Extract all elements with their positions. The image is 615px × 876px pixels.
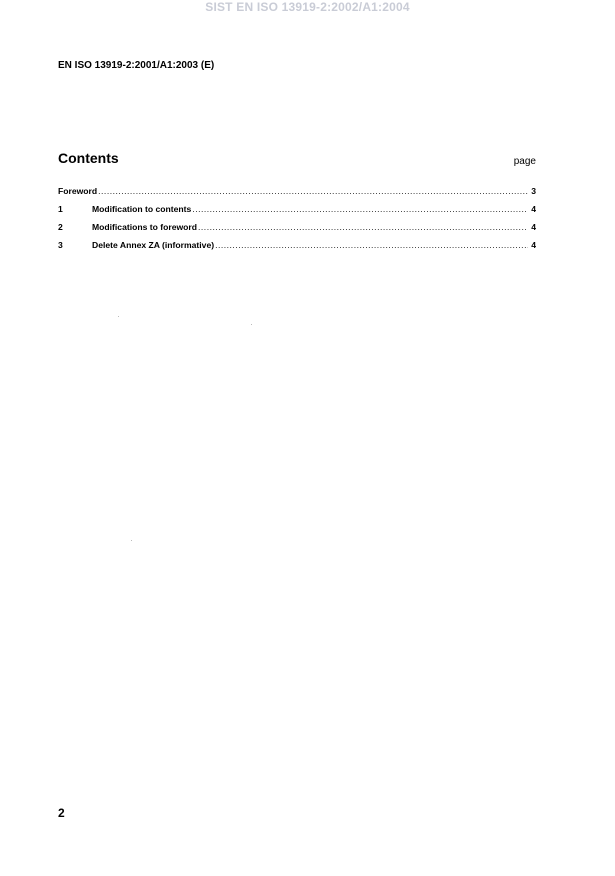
- toc-entry-foreword[interactable]: [58, 186, 536, 204]
- toc-entry-title: Modifications to foreword: [92, 222, 198, 232]
- toc-entry-number: 3: [58, 240, 63, 250]
- toc-leader-dots: [192, 204, 528, 214]
- scan-speck: [251, 324, 252, 325]
- toc-entry-modifications-to-foreword[interactable]: [58, 222, 536, 240]
- watermark-text: SIST EN ISO 13919-2:2002/A1:2004: [205, 0, 410, 14]
- toc-entry-number: 2: [58, 222, 63, 232]
- toc-leader-dots: [98, 186, 528, 196]
- page-number: 2: [58, 806, 65, 820]
- toc-leader-dots: [198, 222, 528, 232]
- scan-speck: [131, 540, 132, 541]
- page-column-label: page: [513, 156, 536, 167]
- scan-speck: [118, 316, 119, 317]
- toc-entry-title: Modification to contents: [92, 204, 192, 214]
- toc-entry-title: Delete Annex ZA (informative): [92, 240, 215, 250]
- contents-heading: Contents: [58, 150, 119, 166]
- toc-entry-title: Foreword: [58, 186, 98, 196]
- toc-entry-delete-annex-za[interactable]: [58, 240, 536, 258]
- toc-entry-page: 4: [531, 204, 536, 214]
- toc-entry-page: 4: [531, 222, 536, 232]
- toc-entry-page: 3: [531, 186, 536, 196]
- document-identifier: EN ISO 13919-2:2001/A1:2003 (E): [58, 60, 215, 71]
- toc-entry-page: 4: [531, 240, 536, 250]
- toc-entry-modification-to-contents[interactable]: [58, 204, 536, 222]
- toc-entry-number: 1: [58, 204, 63, 214]
- toc-leader-dots: [215, 240, 528, 250]
- table-of-contents: [58, 186, 536, 258]
